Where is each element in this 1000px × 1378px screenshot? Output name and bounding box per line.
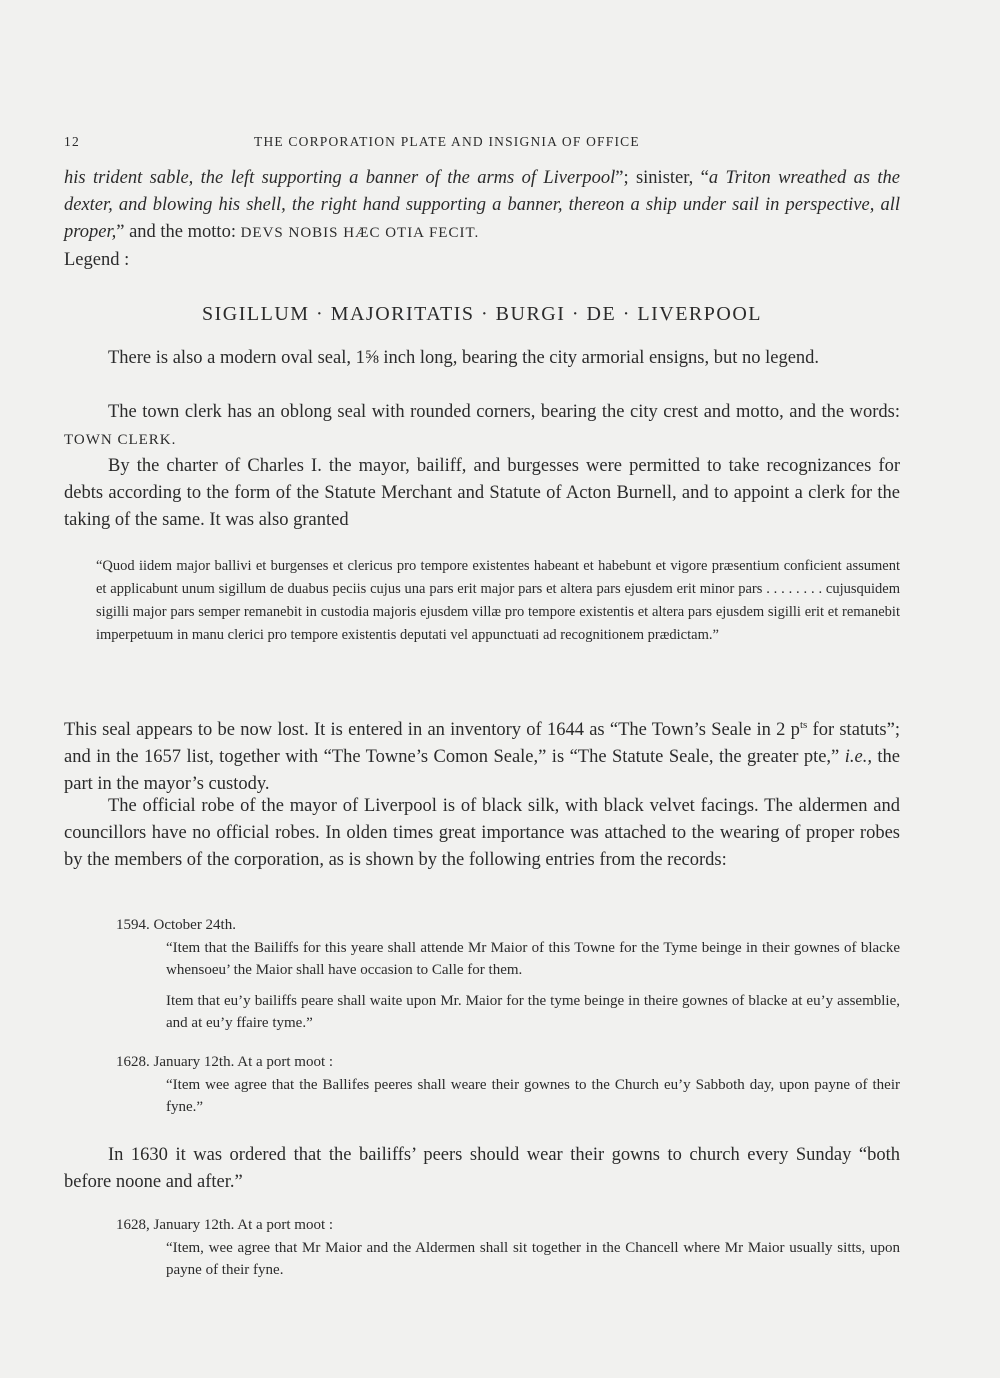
seal-lost-ie: i.e., xyxy=(844,747,872,768)
paragraph-charter xyxy=(64,453,900,534)
blazon-italic-a: his trident sable, the left supporting a banner of the arms of Liverpool xyxy=(64,168,616,188)
paragraph-1630 xyxy=(64,1142,900,1196)
robes-text: The official robe of the mayor of Liverpool is of black silk, with black velvet facings. The aldermen and councillors have no official robes. In olden times great importance was attached to the wearing of proper robes by the members of the corporation, as is shown by the following entries from the records: xyxy=(64,796,900,870)
record-entry-1628-a xyxy=(116,1051,900,1119)
entry-date: 1628, January 12th. At a port moot : xyxy=(116,1217,334,1233)
modern-seal-text: There is also a modern oval seal, 1⅝ inch long, bearing the city armorial ensigns, but no legend. xyxy=(108,348,820,368)
seal-lost-b: for statuts”; and in the 1657 list, together with “The Towne’s Comon Seale,” is “The Statute Seale, the greater pte,” xyxy=(64,720,900,768)
seal-lost-c: the part in the mayor’s custody. xyxy=(64,747,901,795)
record-entry-1594 xyxy=(116,914,900,1035)
page-number: 12 xyxy=(64,134,80,149)
paragraph-blazon xyxy=(64,165,900,274)
blazon-italic-b: a Triton wreathed as the dexter, and blowing his shell, the right hand supporting a banner, thereon a ship under sail in perspective, all proper, xyxy=(64,168,901,242)
paragraph-robes xyxy=(64,793,900,874)
seal-lost-sup: ts xyxy=(799,719,808,731)
legend-label: Legend : xyxy=(64,250,130,270)
entry-quote-continued: Item that eu’y bailiffs peare shall waite upon Mr. Maior for the tyme beinge in theire gownes of blacke at eu’y assemblie, and at eu’y ffaire tyme.” xyxy=(166,992,900,1031)
running-header xyxy=(64,134,900,154)
paragraph-modern-seal xyxy=(64,345,900,372)
blazon-mid-b: ” and the motto: xyxy=(116,222,236,242)
paragraph-town-clerk xyxy=(64,399,900,454)
running-title: THE CORPORATION PLATE AND INSIGNIA OF OFFICE xyxy=(254,134,640,149)
entry-quote: “Item wee agree that the Ballifes peeres shall weare their gownes to the Church eu’y Sabboth day, upon payne of their fyne.” xyxy=(166,1076,900,1115)
entry-quote: “Item that the Bailiffs for this yeare shall attende Mr Maior of this Towne for the Tyme beinge in their gownes of blacke whensoeu’ the Maior shall have occasion to Calle for them. xyxy=(166,939,900,978)
entry-date: 1594. October 24th. xyxy=(116,917,236,933)
town-clerk-text: The town clerk has an oblong seal with rounded corners, bearing the city crest and motto, and the words: xyxy=(108,402,900,422)
record-entry-1628-b xyxy=(116,1214,900,1282)
entry-quote: “Item, wee agree that Mr Maior and the Aldermen shall sit together in the Chancell where Mr Maior usually sitts, upon payne of their fyne. xyxy=(166,1239,900,1278)
motto: DEVS NOBIS HÆC OTIA FECIT. xyxy=(240,225,480,241)
paragraph-seal-lost xyxy=(64,712,900,798)
blazon-mid-a: ”; sinister, “ xyxy=(615,168,709,188)
order-1630-text: In 1630 it was ordered that the bailiffs’ peers should wear their gowns to church every Sunday “both before noone and after.” xyxy=(64,1145,900,1192)
latin-quotation: “Quod iidem major ballivi et burgenses et clericus pro tempore existentes habeant et habebunt et vigore præsentium conficient assument et applicabunt unum sigillum de duabus peciis cujus una pars erit major pars et altera pars ejusdem erit minor pars . . . . . . . . cujusquidem sigilli major pars semper remanebit in custodia majoris ejusdem villæ pro tempore existentis et altera pars ejusdem sigilli erit et remanebit imperpetuum in manu clerici pro tempore existentis deputati vel appunctuati ad recognitionem prædictam.” xyxy=(96,558,900,643)
seal-legend: SIGILLUM · MAJORITATIS · BURGI · DE · LIVERPOOL xyxy=(202,303,762,325)
entry-date: 1628. January 12th. At a port moot : xyxy=(116,1054,334,1070)
seal-lost-a: This seal appears to be now lost. It is entered in an inventory of 1644 as “The Town’s Seale in 2 p xyxy=(64,720,800,741)
charter-text: By the charter of Charles I. the mayor, bailiff, and burgesses were permitted to take recognizances for debts according to the form of the Statute Merchant and Statute of Acton Burnell, and to appoint a clerk for the taking of the same. It was also granted xyxy=(64,456,900,530)
town-clerk-words: TOWN CLERK. xyxy=(64,432,177,448)
